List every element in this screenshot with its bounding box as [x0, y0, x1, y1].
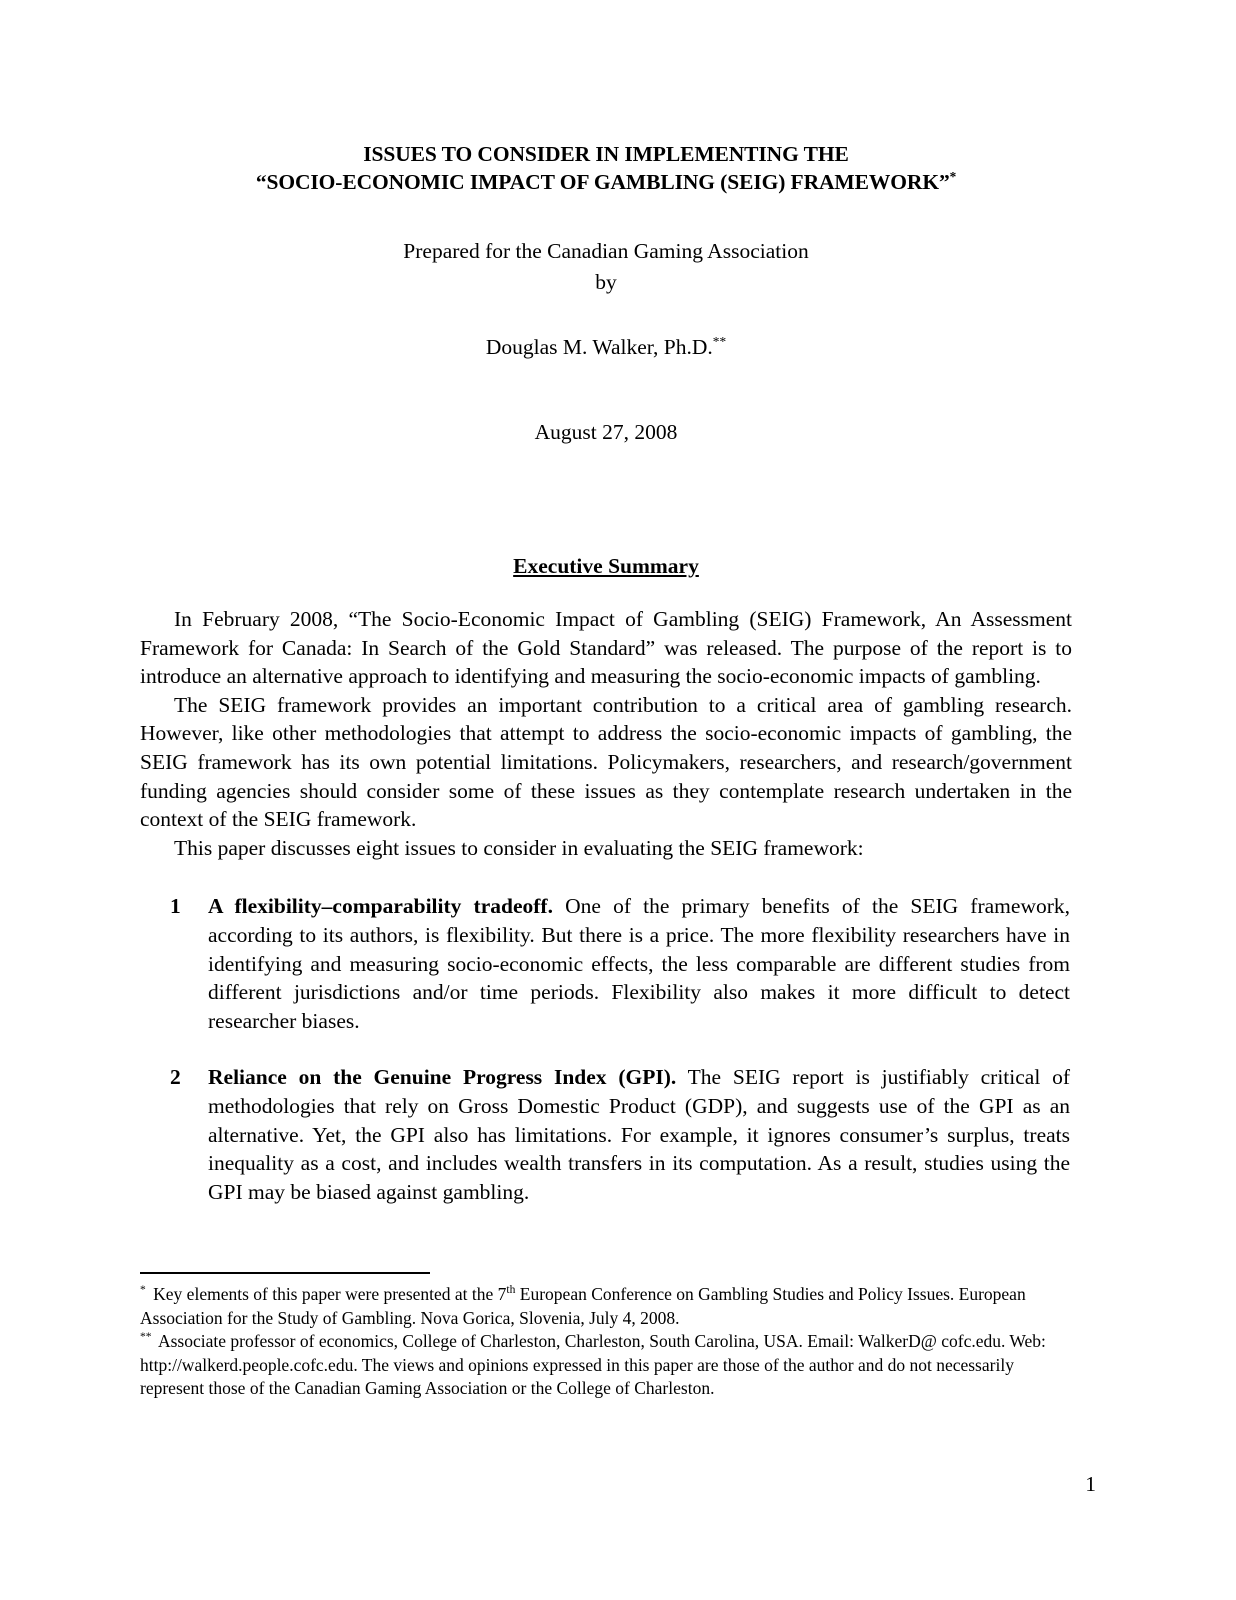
- footnote-1: [140, 1283, 1072, 1330]
- issue-title: A flexibility–comparability tradeoff.: [208, 894, 553, 919]
- issue-body: One of the primary benefits of the SEIG framework, according to its authors, is flexibility. But there is a price. The more flexibility researchers have in identifying and measuring socio-economic effects, the less comparable are different studies from different jurisdictions and/or time periods. Flexibility also makes it more difficult to detect researcher biases.: [208, 894, 1071, 1033]
- footnote-separator-rule: [140, 1272, 430, 1274]
- issue-text: [208, 892, 1072, 1035]
- document-title-line-2-text: “SOCIO-ECONOMIC IMPACT OF GAMBLING (SEIG) FRAMEWORK”: [255, 170, 950, 194]
- issue-number: 2: [170, 1065, 181, 1090]
- issue-body: The SEIG report is justifiably critical of methodologies that rely on Gross Domestic Product (GDP), and suggests use of the GPI as an alternative. Yet, the GPI also has limitations. For example, it ignores consumer’s surplus, treats inequality as a cost, and includes wealth transfers in its computation. As a result, studies using the GPI may be biased against gambling.: [208, 1065, 1071, 1204]
- title-footnote-marker: *: [949, 168, 957, 184]
- footnote-1-text-after: European Conference on Gambling Studies and Policy Issues. European Association for the Study of Gambling. Nova Gorica, Slovenia, July 4, 2008.: [140, 1284, 1026, 1328]
- author-name: Douglas M. Walker, Ph.D.: [485, 335, 713, 359]
- footnote-1-marker: *: [140, 1284, 146, 1297]
- summary-paragraph-1: In February 2008, “The Socio-Economic Impact of Gambling (SEIG) Framework, An Assessment Framework for Canada: In Search of the Gold Standard” was released. The purpose of the report is to introduce an alternative approach to identifying and measuring the socio-economic impacts of gambling.: [140, 607, 1072, 689]
- page-content: [140, 0, 1072, 1206]
- author-footnote-marker: **: [712, 333, 727, 349]
- list-item: [140, 1063, 1072, 1206]
- summary-paragraph-2: The SEIG framework provides an important contribution to a critical area of gambling research. However, like other methodologies that attempt to address the socio-economic impacts of gambling, the SEIG framework has its own potential limitations. Policymakers, researchers, and research/government funding agencies should consider some of these issues as they contemplate research undertaken in the context of the SEIG framework.: [140, 692, 1072, 832]
- executive-summary-heading-text: Executive Summary: [513, 554, 699, 578]
- page-number: 1: [1085, 1472, 1096, 1496]
- footnote-2-marker: **: [140, 1331, 152, 1344]
- executive-summary-heading: [140, 554, 1072, 579]
- footnote-1-ordinal: th: [506, 1284, 516, 1297]
- footnote-area: [140, 1272, 1072, 1401]
- issue-number: 1: [170, 894, 181, 919]
- document-title-line-2: [140, 168, 1072, 196]
- footnote-1-text-before: Key elements of this paper were presented at the 7: [148, 1284, 507, 1304]
- document-date: August 27, 2008: [534, 420, 678, 444]
- issue-title: Reliance on the Genuine Progress Index (GPI).: [208, 1065, 677, 1090]
- document-title-line-1: ISSUES TO CONSIDER IN IMPLEMENTING THE: [363, 142, 849, 166]
- prepared-for-text: Prepared for the Canadian Gaming Association: [403, 239, 809, 263]
- footnote-2: [140, 1330, 1072, 1401]
- issues-list: [140, 892, 1072, 1206]
- issue-text: [208, 1063, 1072, 1206]
- author-block: [140, 332, 1072, 363]
- title-block: [140, 0, 1072, 196]
- list-item: [140, 892, 1072, 1035]
- prepared-for-block: [140, 236, 1072, 298]
- by-label: by: [595, 270, 617, 294]
- footnote-2-text: Associate professor of economics, College of Charleston, Charleston, South Carolina, USA. Email: WalkerD@ cofc.edu. Web: http://walkerd.people.cofc.edu. The views and opinions expressed in this paper are those of the author and do not necessarily represent those of the Canadian Gaming Association or the College of Charleston.: [140, 1331, 1046, 1398]
- summary-paragraph-3: This paper discusses eight issues to consider in evaluating the SEIG framework:: [174, 835, 864, 860]
